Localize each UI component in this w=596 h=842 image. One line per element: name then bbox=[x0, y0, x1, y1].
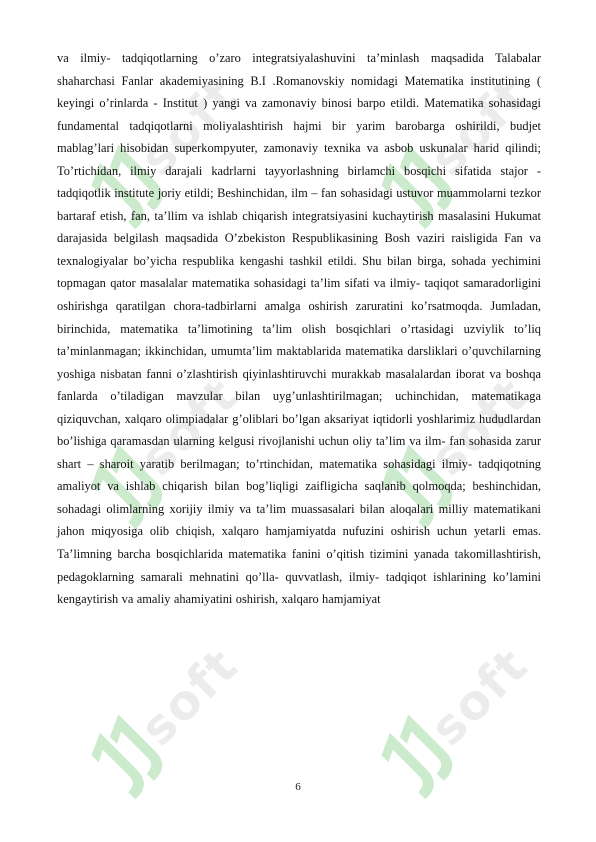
watermark-text: soft bbox=[419, 637, 540, 757]
watermark-text: soft bbox=[419, 367, 540, 487]
body-paragraph: va ilmiy- tadqiqotlarning o’zaro integratsiyalashuvini ta’minlash maqsadida Talabalar shaharchasi Fanlar akademiyasining B.I .Romanovskiy nomidagi Matematika institutining ( keyingi o’rinlarda - Institut ) yangi va zamonaviy binosi barpo etildi. Matematika sohasidagi fundamental tadqiqotlarni moliyalashtirish hajmi bir yarim barobarga oshirildi, budjet mablag’lari hisobidan superkompyuter, zamonaviy texnika va asbob uskunalar harid qilindi; To’rtichidan, ilmiy darajali kadrlarni tayyorlashning birlamchi bosqichi sifatida stajor - tadqiqotlik institute joriy etildi; Beshinchidan, ilm – fan sohasidagi ustuvor muammolarni tezkor bartaraf etish, fan, ta’llim va ishlab chiqarish integratsiyasini kuchaytirish masalasini Hukumat darajasida belgilash maqsadida O’zbekiston Respublikasining Bosh vaziri raisligida Fan va texnalogiyalar bo’yicha respublika kengashi tashkil etildi. Shu bilan birga, sohada yechimini topmagan qator masalalar matematika sohasidagi ta’lim sifati va ilmiy- taqiqot samaradorligini oshirishga qaratilgan chora-tadbirlarni amalga oshirish zaruratini ko’rsatmoqda. Jumladan, birinchida, matematika ta’limotining ta’lim olish bosqichlari o’rtasidagi uzviylik to’liq ta’minlanmagan; ikkinchidan, umumta’lim maktablarida matematika darsliklari o’quvchilarning yoshiga nisbatan fanni o’zlashtirish qiyinlashtiruvchi murakkab masalalardan iborat va boshqa fanlarda o’tiladigan mavzular bilan uyg’unlashtirilmagan; uchinchidan, matematikaga qiziquvchan, xalqaro olimpiadalar g’oliblari bo’lgan aksariyat iqtidorli yoshlarimiz hududlardan bo’lishiga qaramasdan ularning kelgusi rivojlanishi uchun oliy ta’lim va ilm- fan sohasida zarur shart – sharoit yaratib berilmagan; to’rtinchidan, matematika sohasidagi ilmiy- tadqiqotning amaliyot va ishlab chiqarish bilan bog’liqligi zaifligicha saqlanib qolmoqda; beshinchidan, sohadagi olimlarning xorijiy ilmiy va ta’lim muassasalari bilan aloqalari milliy matematikani jahon miqyosiga olib chiqish, xalqaro hamjamiyatda nufuzini oshirish uchun yetarli emas. Ta’limning barcha bosqichlarida matematika fanini o’qitish tizimini yanada takomillashtirish, pedagoklarning samarali mehnatini qo’lla- quvvatlash, ilmiy- tadqiqot ishlarining ko’lamini kengaytirish va amaliy ahamiyatini oshirish, xalqaro hamjamiyat bbox=[57, 51, 541, 607]
watermark-text: soft bbox=[129, 637, 250, 757]
watermark-text: soft bbox=[419, 67, 540, 187]
watermark-text: soft bbox=[129, 367, 250, 487]
watermark-text: soft bbox=[129, 67, 250, 187]
page-number: 6 bbox=[295, 781, 301, 793]
